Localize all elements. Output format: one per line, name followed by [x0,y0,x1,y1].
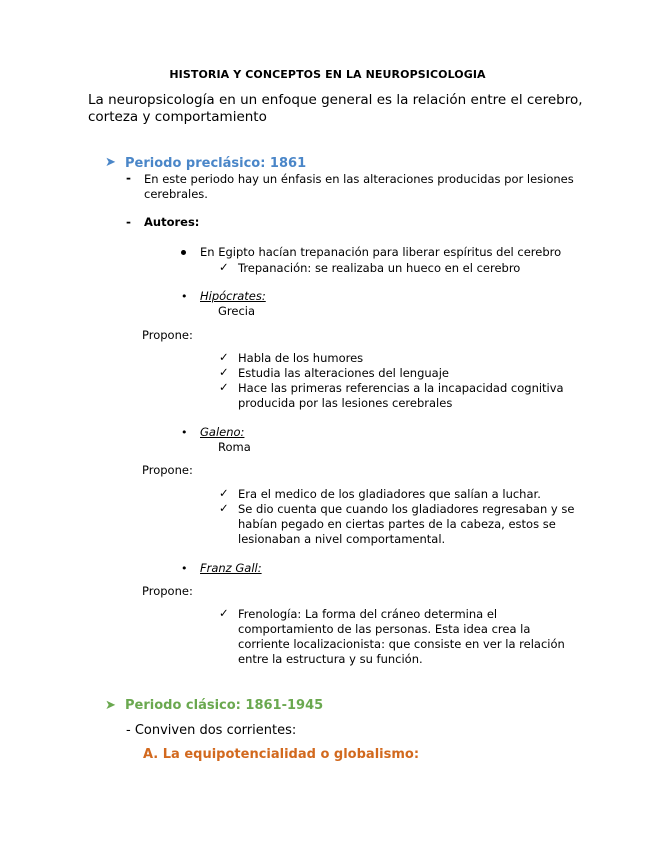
propone-label: Propone: [142,463,193,477]
arrow-bullet-icon: ➤ [105,698,116,713]
checkmark-icon: ✓ [219,350,229,364]
gall-item-line: Frenología: La forma del cráneo determina el [238,607,498,621]
propone-label: Propone: [142,584,193,598]
bullet-icon: • [181,562,188,575]
gall-item-line: entre la estructura y su función. [238,652,423,666]
page-title: HISTORIA Y CONCEPTOS EN LA NEUROPSICOLOGIA [169,68,486,81]
gal-item-1: Era el medico de los gladiadores que salían a luchar. [238,487,541,501]
bullet-icon: • [181,290,188,303]
section-heading-clasico: Periodo clásico: 1861-1945 [125,698,324,713]
hip-item: Estudia las alteraciones del lenguaje [238,366,449,380]
gal-item-2-line: habían pegado en ciertas partes de la cabeza, estos se [238,517,556,531]
section-heading-preclasico: Periodo preclásico: 1861 [125,156,307,171]
gall-item-line: corriente localizacionista: que consiste en ver la relación [238,637,565,651]
gall-item-line: comportamiento de las personas. Esta idea crea la [238,622,531,636]
intro-paragraph: La neuropsicología en un enfoque general es la relación entre el cerebro, corteza y comportamiento [88,92,583,125]
dash-bullet: - [126,171,131,185]
subheading-equipotencialidad: A. La equipotencialidad o globalismo: [143,747,420,762]
propone-label: Propone: [142,328,193,342]
hip-item: Hace las primeras referencias a la incapacidad cognitiva [238,381,564,395]
gal-item-2-line: Se dio cuenta que cuando los gladiadores regresaban y se [238,502,575,516]
enfasis-line-2: cerebrales. [144,187,208,201]
author-galeno: Galeno: [200,425,245,439]
hip-item: Habla de los humores [238,351,364,365]
egipto-text: En Egipto hacían trepanación para liberar espíritus del cerebro [200,245,562,259]
hip-item-continued: producida por las lesiones cerebrales [238,396,453,410]
origin-grecia: Grecia [218,304,256,318]
bullet-icon [181,250,186,255]
checkmark-icon: ✓ [219,606,229,620]
enfasis-line-1: En este periodo hay un énfasis en las alteraciones producidas por lesiones [144,172,574,186]
conviven-text: - Conviven dos corrientes: [126,723,297,738]
author-hipocrates: Hipócrates: [200,289,266,303]
checkmark-icon: ✓ [219,365,229,379]
checkmark-icon: ✓ [219,501,229,515]
checkmark-icon: ✓ [219,380,229,394]
bullet-icon: • [181,426,188,439]
origin-roma: Roma [218,440,251,454]
arrow-bullet-icon: ➤ [105,155,116,170]
author-gall: Franz Gall: [200,561,262,575]
checkmark-icon: ✓ [219,486,229,500]
trepanacion-text: Trepanación: se realizaba un hueco en el cerebro [238,261,521,275]
autores-label: Autores: [144,215,200,229]
checkmark-icon: ✓ [219,260,229,274]
gal-item-2-line: lesionaban a nivel comportamental. [238,532,446,546]
dash-bullet: - [126,215,131,229]
